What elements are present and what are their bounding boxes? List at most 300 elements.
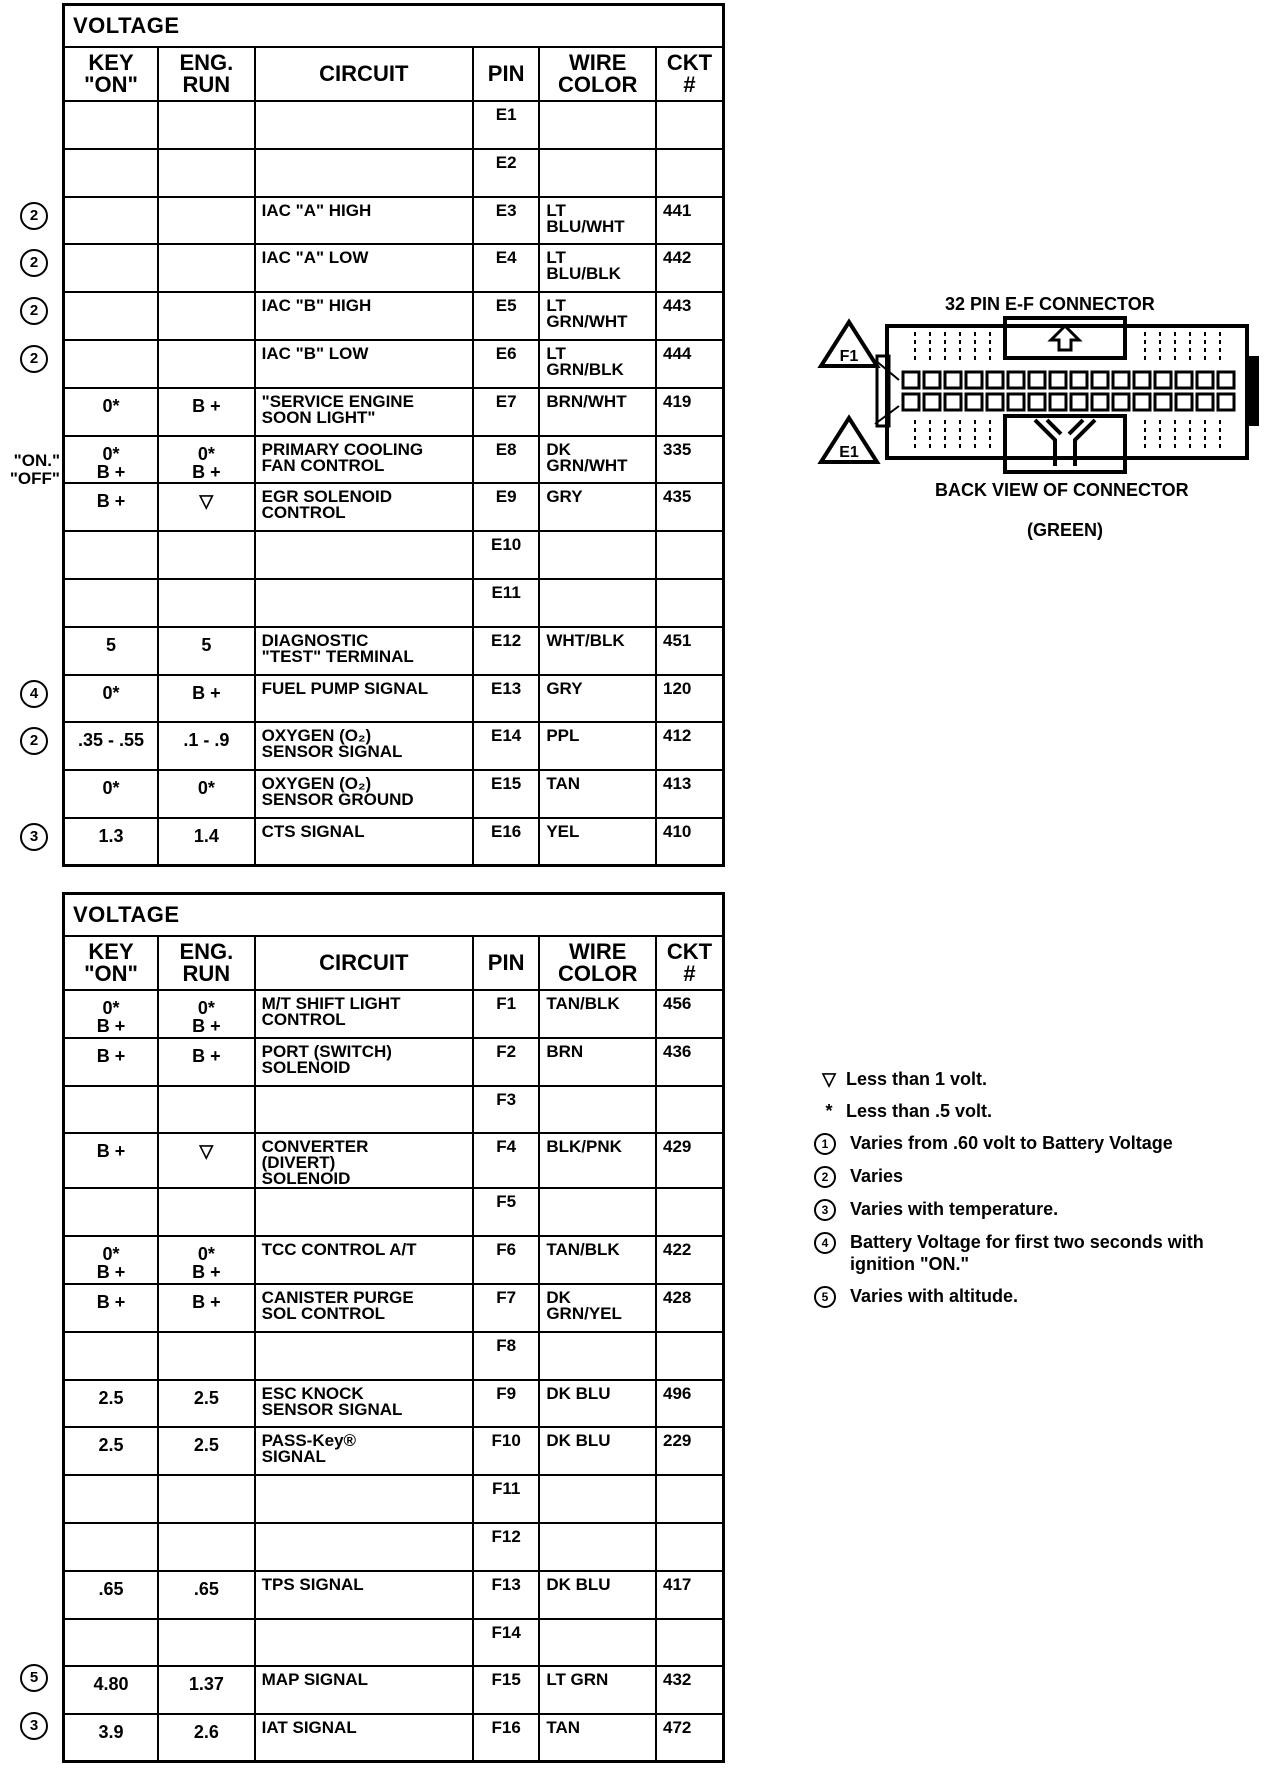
cell-key-on [64, 197, 159, 245]
note-marker-icon: 3 [20, 1712, 48, 1740]
table-row-f13 [64, 1571, 724, 1619]
note-marker-icon: 2 [20, 297, 48, 325]
cell-pin: F5 [473, 1188, 539, 1236]
pin-cavity [1092, 394, 1108, 410]
cell-ckt [656, 1475, 723, 1523]
e1-label: E1 [839, 444, 859, 461]
cell-eng-run: 2.5 [158, 1427, 255, 1475]
pin-cavity [1008, 394, 1024, 410]
cell-eng-run: .65 [158, 1571, 255, 1619]
cell-circuit: IAC "A" LOW [255, 244, 473, 292]
legend-text: Less than 1 volt. [846, 1069, 988, 1089]
cell-wire-color [539, 579, 656, 627]
pin-cavity [1218, 394, 1234, 410]
cell-wire-color: LT GRN [539, 1666, 656, 1714]
cell-ckt: 442 [656, 244, 723, 292]
cell-ckt [656, 1086, 723, 1134]
cell-ckt: 441 [656, 197, 723, 245]
pin-cavity [1008, 372, 1024, 388]
cell-ckt: 120 [656, 675, 723, 723]
voltage-title: VOLTAGE [64, 894, 724, 937]
cell-circuit: OXYGEN (O₂) SENSOR SIGNAL [255, 722, 473, 770]
cell-pin: F12 [473, 1523, 539, 1571]
circled-number-icon: 1 [814, 1133, 836, 1155]
cell-ckt: 422 [656, 1236, 723, 1284]
connector-title: 32 PIN E-F CONNECTOR [945, 294, 1155, 314]
cell-ckt: 419 [656, 388, 723, 436]
cell-key-on [64, 292, 159, 340]
cell-ckt: 410 [656, 818, 723, 866]
cell-ckt: 444 [656, 340, 723, 388]
cell-key-on [64, 101, 159, 149]
cell-wire-color: TAN/BLK [539, 1236, 656, 1284]
table-row-e8 [64, 436, 724, 484]
cell-wire-color: BRN/WHT [539, 388, 656, 436]
pin-cavity [1197, 394, 1213, 410]
cell-eng-run: ▽ [158, 1133, 255, 1188]
cell-circuit: ESC KNOCK SENSOR SIGNAL [255, 1380, 473, 1428]
cell-pin: F8 [473, 1332, 539, 1380]
legend-item [812, 1231, 1272, 1275]
pin-cavity [1050, 372, 1066, 388]
circled-number-icon: 4 [814, 1232, 836, 1254]
cell-key-on: 0* [64, 388, 159, 436]
cell-key-on [64, 149, 159, 197]
cell-pin: E1 [473, 101, 539, 149]
cell-wire-color [539, 1523, 656, 1571]
cell-key-on: 5 [64, 627, 159, 675]
note-marker-icon: 2 [20, 202, 48, 230]
cell-circuit [255, 1523, 473, 1571]
connector-drawing [815, 316, 1280, 476]
pin-cavity [1218, 372, 1234, 388]
cell-ckt: 417 [656, 1571, 723, 1619]
cell-eng-run: 5 [158, 627, 255, 675]
pin-cavity [903, 394, 919, 410]
cell-key-on [64, 340, 159, 388]
cell-ckt [656, 531, 723, 579]
latch-arrow-icon [1051, 326, 1079, 350]
cell-eng-run: 0* B + [158, 990, 255, 1038]
cell-circuit: IAC "B" LOW [255, 340, 473, 388]
cell-pin: F11 [473, 1475, 539, 1523]
cell-eng-run: 0* B + [158, 436, 255, 484]
cell-eng-run [158, 1188, 255, 1236]
cell-wire-color [539, 149, 656, 197]
cell-pin: E14 [473, 722, 539, 770]
note-marker-icon: 5 [20, 1664, 48, 1692]
cell-wire-color: BLK/PNK [539, 1133, 656, 1188]
cell-eng-run [158, 149, 255, 197]
cell-key-on [64, 1332, 159, 1380]
cell-eng-run: 2.5 [158, 1380, 255, 1428]
cell-wire-color: DK GRN/YEL [539, 1284, 656, 1332]
cell-pin: E16 [473, 818, 539, 866]
cell-ckt: 456 [656, 990, 723, 1038]
table-row-e5 [64, 292, 724, 340]
cell-eng-run [158, 1475, 255, 1523]
cell-circuit [255, 149, 473, 197]
header-pin: PIN [473, 936, 539, 990]
pin-cavity [924, 394, 940, 410]
note-marker-icon: 4 [20, 680, 48, 708]
legend-text: Varies with temperature. [850, 1199, 1059, 1219]
cell-ckt: 429 [656, 1133, 723, 1188]
cell-ckt [656, 149, 723, 197]
header-circuit: CIRCUIT [255, 47, 473, 101]
cell-pin: E9 [473, 483, 539, 531]
table-row-f16 [64, 1714, 724, 1762]
pin-cavity [1155, 372, 1171, 388]
cell-circuit [255, 1086, 473, 1134]
table-row-f1 [64, 990, 724, 1038]
cell-wire-color: WHT/BLK [539, 627, 656, 675]
cell-eng-run: 1.4 [158, 818, 255, 866]
cell-ckt: 436 [656, 1038, 723, 1086]
circled-number-icon: 3 [814, 1199, 836, 1221]
pin-cavity [966, 394, 982, 410]
cell-key-on: 4.80 [64, 1666, 159, 1714]
table-row-e6 [64, 340, 724, 388]
table-row-e11 [64, 579, 724, 627]
cell-pin: F14 [473, 1619, 539, 1667]
on-off-side-note: "ON." "OFF" [9, 451, 60, 488]
header-eng-run: ENG. RUN [158, 936, 255, 990]
cell-wire-color: PPL [539, 722, 656, 770]
table-row-f10 [64, 1427, 724, 1475]
asterisk-icon: * [825, 1101, 833, 1121]
cell-pin: E3 [473, 197, 539, 245]
cell-eng-run: B + [158, 1038, 255, 1086]
connector-color-note: (GREEN) [1027, 520, 1103, 540]
pin-cavity [987, 394, 1003, 410]
header-key-on: KEY "ON" [64, 47, 159, 101]
cell-pin: F7 [473, 1284, 539, 1332]
table-row-e2 [64, 149, 724, 197]
cell-wire-color: BRN [539, 1038, 656, 1086]
circled-number-icon: 2 [814, 1166, 836, 1188]
cell-wire-color: LT GRN/BLK [539, 340, 656, 388]
cell-eng-run [158, 1523, 255, 1571]
cell-eng-run: B + [158, 388, 255, 436]
table-f-terminals [62, 892, 725, 1763]
table-row-e10 [64, 531, 724, 579]
cell-circuit: DIAGNOSTIC "TEST" TERMINAL [255, 627, 473, 675]
cell-key-on: 0* B + [64, 990, 159, 1038]
table-row-e14 [64, 722, 724, 770]
table-row-f9 [64, 1380, 724, 1428]
cell-circuit: FUEL PUMP SIGNAL [255, 675, 473, 723]
cell-ckt: 496 [656, 1380, 723, 1428]
pin-cavity [1197, 372, 1213, 388]
note-marker-icon: 3 [20, 823, 48, 851]
pin-grid [903, 372, 1234, 410]
header-pin: PIN [473, 47, 539, 101]
cell-pin: F13 [473, 1571, 539, 1619]
cell-wire-color [539, 531, 656, 579]
cell-pin: E11 [473, 579, 539, 627]
cell-ckt [656, 101, 723, 149]
pin-cavity [966, 372, 982, 388]
cell-key-on: B + [64, 1284, 159, 1332]
cell-ckt: 229 [656, 1427, 723, 1475]
pin-cavity [945, 394, 961, 410]
cell-key-on: B + [64, 1038, 159, 1086]
cell-circuit: IAT SIGNAL [255, 1714, 473, 1762]
table-row-e12 [64, 627, 724, 675]
connector-diagram [815, 290, 1280, 550]
cell-eng-run: B + [158, 675, 255, 723]
cell-key-on: 0* [64, 675, 159, 723]
cell-wire-color: GRY [539, 675, 656, 723]
cell-circuit: TCC CONTROL A/T [255, 1236, 473, 1284]
circled-number-icon: 5 [814, 1286, 836, 1308]
cell-wire-color: LT GRN/WHT [539, 292, 656, 340]
cell-wire-color: GRY [539, 483, 656, 531]
cell-eng-run: 0* [158, 770, 255, 818]
cell-circuit [255, 1619, 473, 1667]
cell-pin: F3 [473, 1086, 539, 1134]
cell-circuit [255, 1475, 473, 1523]
pin-cavity [1134, 394, 1150, 410]
legend-item [812, 1100, 1272, 1122]
cell-key-on [64, 244, 159, 292]
wire-exit [1005, 416, 1125, 472]
cell-eng-run [158, 1332, 255, 1380]
pin-cavity [1176, 394, 1192, 410]
cell-eng-run [158, 340, 255, 388]
cell-wire-color: LT BLU/WHT [539, 197, 656, 245]
cell-pin: E10 [473, 531, 539, 579]
cell-key-on: 0* B + [64, 436, 159, 484]
cell-circuit: CONVERTER (DIVERT) SOLENOID [255, 1133, 473, 1188]
cell-ckt: 451 [656, 627, 723, 675]
cell-wire-color [539, 101, 656, 149]
table-row-e3 [64, 197, 724, 245]
cell-eng-run: 1.37 [158, 1666, 255, 1714]
cell-pin: E4 [473, 244, 539, 292]
cell-circuit [255, 579, 473, 627]
cell-circuit [255, 531, 473, 579]
cell-circuit: PRIMARY COOLING FAN CONTROL [255, 436, 473, 484]
header-wire-color: WIRE COLOR [539, 936, 656, 990]
table-row-e13 [64, 675, 724, 723]
table-row-f5 [64, 1188, 724, 1236]
cell-circuit: TPS SIGNAL [255, 1571, 473, 1619]
cell-key-on [64, 1188, 159, 1236]
table-row-f7 [64, 1284, 724, 1332]
table-row-e9 [64, 483, 724, 531]
cell-pin: E2 [473, 149, 539, 197]
pin-cavity [1050, 394, 1066, 410]
cell-circuit: EGR SOLENOID CONTROL [255, 483, 473, 531]
header-circuit: CIRCUIT [255, 936, 473, 990]
table-row-e4 [64, 244, 724, 292]
cell-key-on: 1.3 [64, 818, 159, 866]
cell-circuit: CTS SIGNAL [255, 818, 473, 866]
lower-terminal-ticks [915, 420, 1220, 452]
header-ckt: CKT # [656, 936, 723, 990]
cell-eng-run: B + [158, 1284, 255, 1332]
cell-eng-run [158, 244, 255, 292]
cell-ckt: 443 [656, 292, 723, 340]
header-key-on: KEY "ON" [64, 936, 159, 990]
legend-item [812, 1068, 1272, 1090]
cell-wire-color: DK BLU [539, 1427, 656, 1475]
cell-ckt: 472 [656, 1714, 723, 1762]
cell-circuit: MAP SIGNAL [255, 1666, 473, 1714]
legend-text: Varies [850, 1166, 904, 1186]
cell-key-on: .65 [64, 1571, 159, 1619]
cell-key-on [64, 531, 159, 579]
table-row-f2 [64, 1038, 724, 1086]
cell-ckt: 432 [656, 1666, 723, 1714]
legend-item [812, 1285, 1272, 1308]
pin-cavity [1176, 372, 1192, 388]
table-row-f15 [64, 1666, 724, 1714]
legend-text: Battery Voltage for first two seconds with ignition "ON." [850, 1232, 1204, 1274]
cell-pin: E7 [473, 388, 539, 436]
cell-ckt: 412 [656, 722, 723, 770]
cell-circuit: CANISTER PURGE SOL CONTROL [255, 1284, 473, 1332]
cell-circuit: IAC "B" HIGH [255, 292, 473, 340]
legend-item [812, 1132, 1272, 1155]
note-marker-icon: 2 [20, 249, 48, 277]
cell-eng-run [158, 1619, 255, 1667]
cell-circuit: PASS-Key® SIGNAL [255, 1427, 473, 1475]
pin-cavity [1092, 372, 1108, 388]
pin-cavity [924, 372, 940, 388]
cell-key-on [64, 1619, 159, 1667]
table-row-e1 [64, 101, 724, 149]
cell-wire-color: DK BLU [539, 1571, 656, 1619]
note-marker-icon: 2 [20, 727, 48, 755]
f1-label: F1 [839, 348, 859, 365]
legend-text: Varies with altitude. [850, 1286, 1019, 1306]
cell-circuit: PORT (SWITCH) SOLENOID [255, 1038, 473, 1086]
cell-pin: F2 [473, 1038, 539, 1086]
cell-circuit [255, 101, 473, 149]
cell-ckt [656, 1619, 723, 1667]
legend-text: Less than .5 volt. [846, 1101, 993, 1121]
cell-wire-color [539, 1475, 656, 1523]
cell-key-on [64, 1475, 159, 1523]
legend [812, 1068, 1272, 1318]
pin-cavity [1113, 394, 1129, 410]
table-row-e7 [64, 388, 724, 436]
legend-item [812, 1198, 1272, 1221]
cell-ckt [656, 579, 723, 627]
cell-eng-run [158, 292, 255, 340]
cell-wire-color: YEL [539, 818, 656, 866]
table-row-f6 [64, 1236, 724, 1284]
cell-eng-run: .1 - .9 [158, 722, 255, 770]
cell-eng-run: 2.6 [158, 1714, 255, 1762]
header-eng-run: ENG. RUN [158, 47, 255, 101]
cell-pin: F9 [473, 1380, 539, 1428]
cell-eng-run [158, 579, 255, 627]
cell-eng-run: 0* B + [158, 1236, 255, 1284]
cell-pin: E6 [473, 340, 539, 388]
cell-wire-color: DK BLU [539, 1380, 656, 1428]
cell-ckt [656, 1332, 723, 1380]
cell-eng-run [158, 531, 255, 579]
cell-ckt [656, 1188, 723, 1236]
cell-ckt: 428 [656, 1284, 723, 1332]
cell-pin: F6 [473, 1236, 539, 1284]
cell-wire-color: TAN [539, 770, 656, 818]
cell-pin: F4 [473, 1133, 539, 1188]
cell-wire-color: LT BLU/BLK [539, 244, 656, 292]
cell-key-on: 3.9 [64, 1714, 159, 1762]
cell-eng-run [158, 1086, 255, 1134]
pin-cavity [1134, 372, 1150, 388]
cell-pin: E13 [473, 675, 539, 723]
legend-text: Varies from .60 volt to Battery Voltage [850, 1133, 1173, 1153]
header-ckt: CKT # [656, 47, 723, 101]
cell-pin: E8 [473, 436, 539, 484]
connector-right-tab [1247, 356, 1259, 426]
cell-wire-color [539, 1086, 656, 1134]
table-row-e16 [64, 818, 724, 866]
cell-key-on: B + [64, 1133, 159, 1188]
cell-ckt [656, 1523, 723, 1571]
pin-cavity [1071, 394, 1087, 410]
triangle-icon: ▽ [822, 1069, 836, 1089]
pin-cavity [987, 372, 1003, 388]
cell-eng-run [158, 197, 255, 245]
cell-pin: E12 [473, 627, 539, 675]
table-row-f14 [64, 1619, 724, 1667]
table-row-f3 [64, 1086, 724, 1134]
cell-circuit: IAC "A" HIGH [255, 197, 473, 245]
pin-cavity [1113, 372, 1129, 388]
cell-ckt: 435 [656, 483, 723, 531]
cell-pin: F10 [473, 1427, 539, 1475]
pin-cavity [945, 372, 961, 388]
cell-eng-run: ▽ [158, 483, 255, 531]
cell-wire-color [539, 1332, 656, 1380]
cell-circuit: M/T SHIFT LIGHT CONTROL [255, 990, 473, 1038]
legend-item [812, 1165, 1272, 1188]
cell-ckt: 413 [656, 770, 723, 818]
pin-cavity [1071, 372, 1087, 388]
cell-key-on: 0* [64, 770, 159, 818]
cell-circuit [255, 1332, 473, 1380]
cell-key-on: 0* B + [64, 1236, 159, 1284]
connector-body [887, 326, 1247, 458]
pin-cavity [1029, 394, 1045, 410]
cell-ckt: 335 [656, 436, 723, 484]
cell-eng-run [158, 101, 255, 149]
cell-pin: F1 [473, 990, 539, 1038]
cell-circuit: "SERVICE ENGINE SOON LIGHT" [255, 388, 473, 436]
table-row-f12 [64, 1523, 724, 1571]
table-e-terminals [62, 3, 725, 867]
header-wire-color: WIRE COLOR [539, 47, 656, 101]
cell-wire-color: DK GRN/WHT [539, 436, 656, 484]
connector-caption: BACK VIEW OF CONNECTOR [935, 480, 1189, 500]
cell-wire-color [539, 1188, 656, 1236]
cell-wire-color [539, 1619, 656, 1667]
table-row-f4 [64, 1133, 724, 1188]
cell-circuit [255, 1188, 473, 1236]
cell-key-on [64, 1523, 159, 1571]
cell-key-on: .35 - .55 [64, 722, 159, 770]
cell-wire-color: TAN/BLK [539, 990, 656, 1038]
cell-key-on [64, 1086, 159, 1134]
cell-pin: E15 [473, 770, 539, 818]
